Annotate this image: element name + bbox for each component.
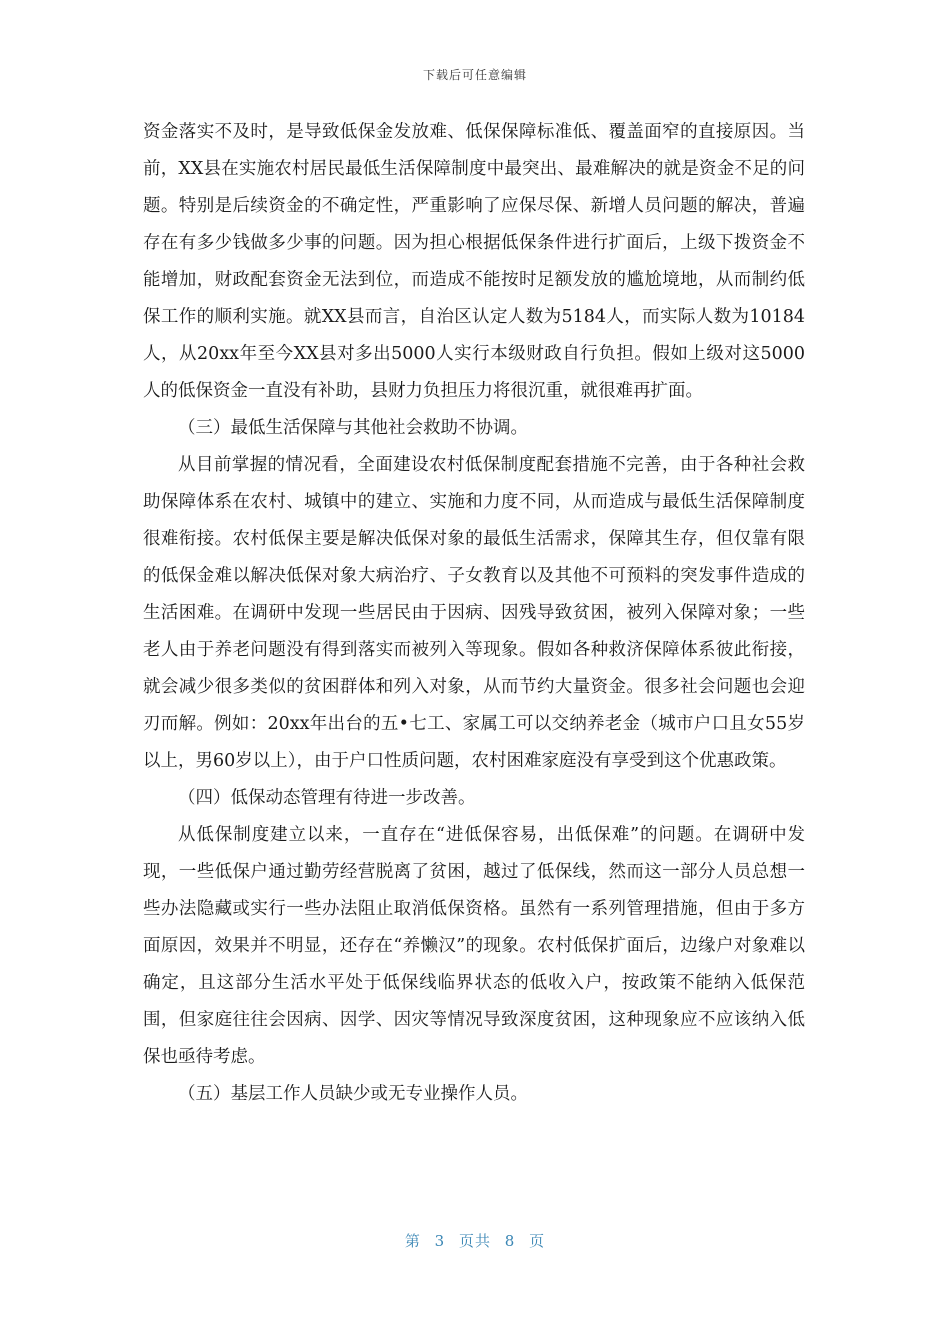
section-heading-4: （四）低保动态管理有待进一步改善。 bbox=[178, 788, 476, 808]
page-number-footer: 第 3 页共 8 页 bbox=[404, 1232, 546, 1250]
paragraph-social-assistance: 从目前掌握的情况看，全面建设农村低保制度配套措施不完善，由于各种社会救助保障体系在农村、城镇中的建立、实施和力度不同，从而造成与最低生活保障制度很难衔接。农村低保主要是解决低保对象的最低生活需求，保障其生存，但仅靠有限的低保金难以解决低保对象大病治疗、子女教育以及其他不可预料的突发事件造成的生活困难。在调研中发现一些居民由于因病、因残导致贫困，被列入保障对象；一些老人由于养老问题没有得到落实而被列入等现象。假如各种救济保障体系彼此衔接，就会减少很多类似的贫困群体和列入对象，从而节约大量资金。很多社会问题也会迎刃而解。例如：20xx年出台的五•七工、家属工可以交纳养老金（城市户口且女55岁以上，男60岁以上），由于户口性质问题，农村困难家庭没有享受到这个优惠政策。 bbox=[143, 455, 805, 771]
section-heading-5: （五）基层工作人员缺少或无专业操作人员。 bbox=[178, 1084, 528, 1104]
document-body bbox=[143, 114, 805, 1113]
page-header-note: 下载后可任意编辑 bbox=[422, 68, 527, 82]
section-heading-3: （三）最低生活保障与其他社会救助不协调。 bbox=[178, 418, 528, 438]
paragraph-dynamic-management: 从低保制度建立以来，一直存在“进低保容易，出低保难”的问题。在调研中发现，一些低保户通过勤劳经营脱离了贫困，越过了低保线，然而这一部分人员总想一些办法隐藏或实行一些办法阻止取消低保资格。虽然有一系列管理措施，但由于多方面原因，效果并不明显，还存在“养懒汉”的现象。农村低保扩面后，边缘户对象难以确定，且这部分生活水平处于低保线临界状态的低收入户，按政策不能纳入低保范围，但家庭往往会因病、因学、因灾等情况导致深度贫困，这种现象应不应该纳入低保也亟待考虑。 bbox=[143, 825, 805, 1067]
paragraph-funding: 资金落实不及时，是导致低保金发放难、低保保障标准低、覆盖面窄的直接原因。当前，XX县在实施农村居民最低生活保障制度中最突出、最难解决的就是资金不足的问题。特别是后续资金的不确定性，严重影响了应保尽保、新增人员问题的解决，普遍存在有多少钱做多少事的问题。因为担心根据低保条件进行扩面后，上级下拨资金不能增加，财政配套资金无法到位，而造成不能按时足额发放的尴尬境地，从而制约低保工作的顺利实施。就XX县而言，自治区认定人数为5184人，而实际人数为10184人，从20xx年至今XX县对多出5000人实行本级财政自行负担。假如上级对这5000人的低保资金一直没有补助，县财力负担压力将很沉重，就很难再扩面。 bbox=[143, 122, 805, 401]
